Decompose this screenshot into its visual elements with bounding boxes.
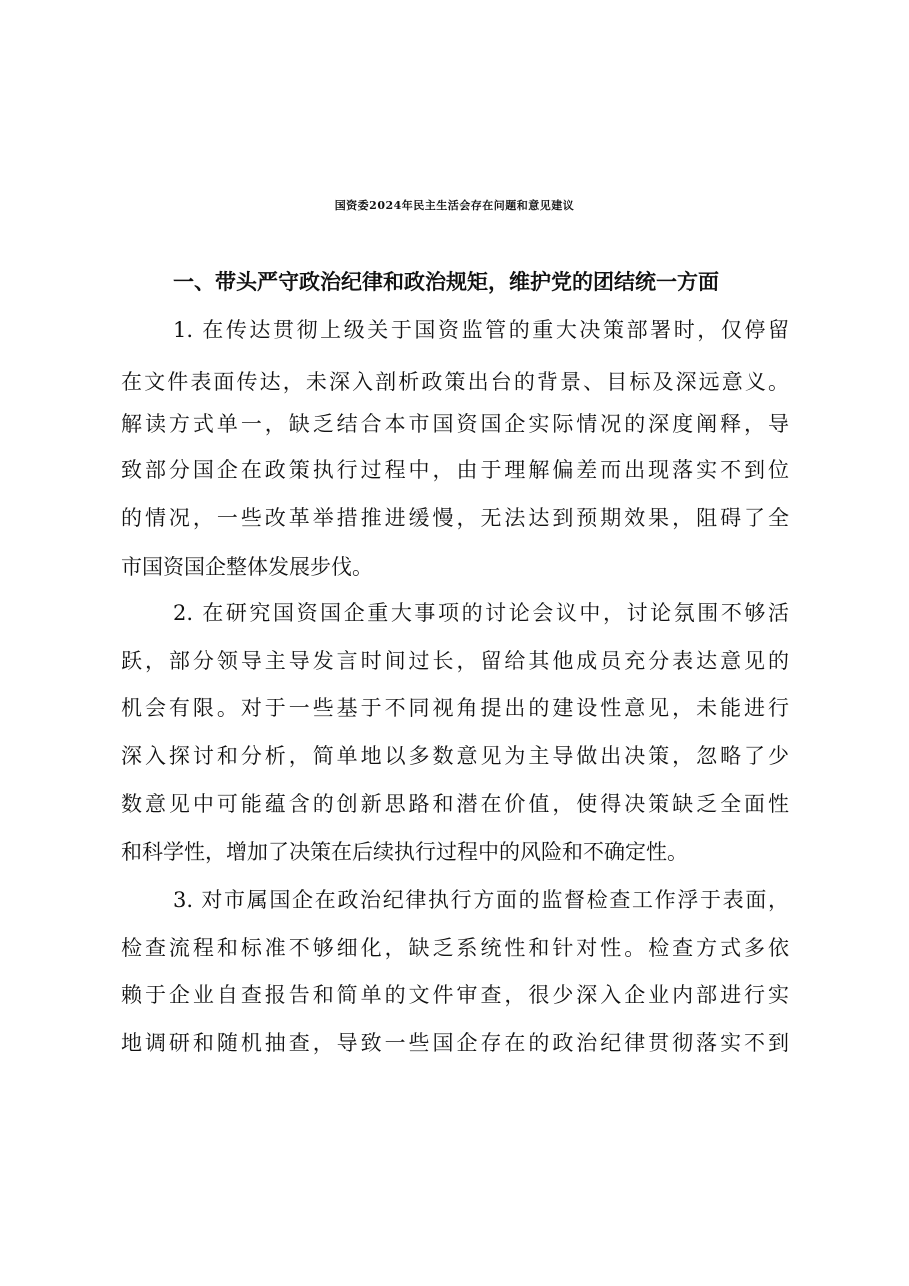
- paragraph-line: 数意见中可能蕴含的创新思路和潜在价值，使得决策缺乏全面性: [121, 792, 789, 816]
- paragraph-line: 2. 在研究国资国企重大事项的讨论会议中，讨论氛围不够活: [173, 601, 789, 625]
- paragraph-line: 深入探讨和分析，简单地以多数意见为主导做出决策，忽略了少: [121, 744, 789, 768]
- paragraph-line: 跃，部分领导主导发言时间过长，留给其他成员充分表达意见的: [121, 649, 789, 673]
- paragraph-line: 和科学性，增加了决策在后续执行过程中的风险和不确定性。: [121, 840, 688, 864]
- paragraph-line: 赖于企业自查报告和简单的文件审查，很少深入企业内部进行实: [121, 983, 789, 1007]
- paragraph-line: 解读方式单一，缺乏结合本市国资国企实际情况的深度阐释，导: [121, 412, 789, 436]
- paragraph-line: 市国资国企整体发展步伐。: [121, 555, 373, 579]
- paragraph-line: 机会有限。对于一些基于不同视角提出的建设性意见，未能进行: [121, 696, 789, 720]
- paragraph-line: 的情况，一些改革举措推进缓慢，无法达到预期效果，阻碍了全: [121, 506, 789, 530]
- paragraph-line: 在文件表面传达，未深入剖析政策出台的背景、目标及深远意义。: [121, 370, 789, 394]
- paragraph-line: 致部分国企在政策执行过程中，由于理解偏差而出现落实不到位: [121, 458, 789, 482]
- paragraph-line: 检查流程和标准不够细化，缺乏系统性和针对性。检查方式多依: [121, 936, 789, 960]
- paragraph-line: 1. 在传达贯彻上级关于国资监管的重大决策部署时，仅停留: [173, 318, 789, 342]
- paragraph-line: 地调研和随机抽查，导致一些国企存在的政治纪律贯彻落实不到: [121, 1031, 789, 1055]
- document-title: 国资委2024年民主生活会存在问题和意见建议: [334, 199, 575, 212]
- section-heading: 一、带头严守政治纪律和政治规矩，维护党的团结统一方面: [173, 270, 719, 294]
- paragraph-line: 3. 对市属国企在政治纪律执行方面的监督检查工作浮于表面，: [173, 888, 789, 912]
